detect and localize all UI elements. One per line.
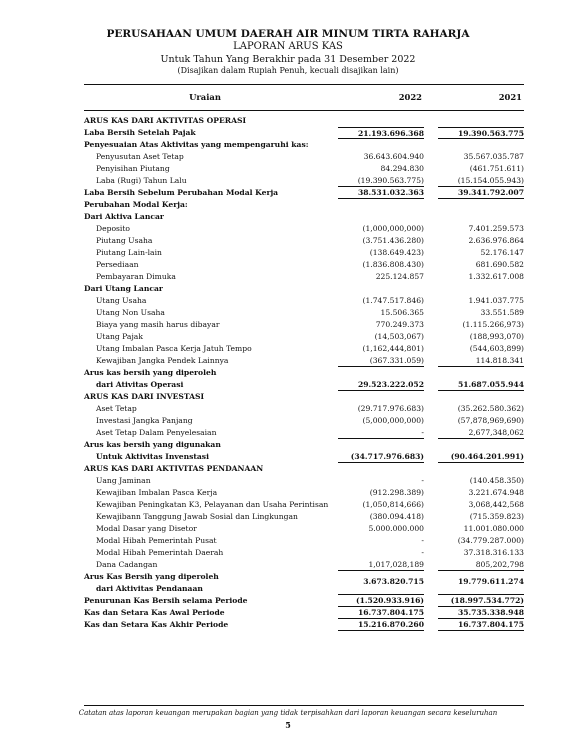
row-label: Penyusutan Aset Tetap [96,152,184,161]
column-header-uraian: Uraian [189,92,221,102]
row-label: Modal Dasar yang Disetor [96,524,197,533]
value-2022 [338,391,424,403]
row-label: Utang Usaha [96,296,147,305]
value-2022: (1,050,814,666) [362,500,424,509]
table-row [84,139,524,151]
row-label: Aset Tetap Dalam Penyelesaian [96,428,217,437]
value-2022: (5,000,000,000) [362,416,424,425]
value-2021: 19.390.563.775 [438,127,524,139]
row-label: Dari Aktiva Lancar [84,212,164,221]
value-2022: 38.531.032.363 [338,187,424,199]
value-2021: 1.941.037.775 [468,296,524,305]
table-row [84,127,524,139]
value-2022: (1.747.517.846) [362,296,424,305]
value-2022: (1,000,000,000) [362,224,424,233]
row-label: Penurunan Kas Bersih selama Periode [84,596,248,605]
value-2021: (18.997.534.772) [438,595,524,607]
footer-rule [84,705,524,706]
value-2022: (912.298.389) [369,488,424,497]
row-label: Deposito [96,224,130,233]
row-label: ARUS KAS DARI AKTIVITAS OPERASI [84,116,246,125]
value-2021: 39.341.792.007 [438,187,524,199]
value-2021: (90.464.201.991) [438,451,524,463]
row-label: Piutang Usaha [96,236,153,245]
value-2022: - [421,476,424,485]
value-2021 [438,211,524,223]
row-label: dari Ativitas Operasi [96,380,184,389]
table-row [84,607,524,619]
table-row [84,115,524,127]
value-2021 [438,283,524,295]
value-2022: (19.390.563.775) [338,175,424,187]
row-label: Kas dan Setara Kas Awal Periode [84,608,225,617]
value-2022: 15.216.870.260 [338,619,424,631]
table-row [84,163,524,175]
value-2022 [338,115,424,127]
value-2021: 681.690.582 [475,260,524,269]
row-label: Laba Bersih Sebelum Perubahan Modal Kerja [84,188,279,197]
row-label: Kewajiban Peningkatan K3, Pelayanan dan Usaha Perintisan [96,500,329,509]
table-row [84,427,524,439]
table-top-rule [84,84,524,85]
value-2022: 36.643.604.940 [363,152,424,161]
table-row [84,367,524,379]
table-row [84,247,524,259]
table-row [84,307,524,319]
value-2021: 52.176.147 [480,248,524,257]
table-row [84,331,524,343]
row-label: Piutang Lain-lain [96,248,162,257]
value-2021: 3.221.674.948 [468,488,524,497]
value-2022: 5.000.000.000 [368,524,424,533]
table-row [84,235,524,247]
value-2021 [438,139,524,151]
value-2021: 805,202,798 [438,559,524,571]
value-2022 [338,139,424,151]
value-2021: (34.779.287.000) [457,536,524,545]
value-2021: 2,677,348,062 [438,427,524,439]
value-2022 [338,199,424,211]
table-row [84,319,524,331]
row-label: Laba Bersih Setelah Pajak [84,128,196,137]
row-label: Modal Hibah Pemerintah Pusat [96,536,217,545]
value-2022 [338,211,424,223]
value-2021: (544,603,899) [469,344,524,353]
table-row [84,523,524,535]
table-row [84,547,524,559]
value-2022: 21.193.696.368 [338,127,424,139]
value-2021: 19.779.611.274 [457,577,524,586]
row-label: Pembayaran Dimuka [96,272,176,281]
table-row [84,475,524,487]
value-2022: (34.717.976.683) [338,451,424,463]
value-2021: 3,068,442,568 [468,500,524,509]
value-2022: (14,503,067) [374,332,424,341]
value-2021 [438,367,524,379]
value-2021: (57,878,969,690) [457,416,524,425]
value-2022: 84.294.830 [380,164,424,173]
row-label: Uang Jaminan [96,476,151,485]
row-label: Modal Hibah Pemerintah Daerah [96,548,224,557]
row-label: Dari Utang Lancar [84,284,163,293]
header-bottom-rule [84,110,524,111]
cash-flow-table [84,115,524,631]
value-2022: (1,162,444,801) [362,344,424,353]
value-2021: 37.318.316.133 [463,548,524,557]
table-row [84,403,524,415]
row-label: Penyisihan Piutang [96,164,170,173]
value-2021: (461.751.611) [469,164,524,173]
value-2021 [438,583,524,595]
value-2021: (1.115.266,973) [462,320,524,329]
row-label: Persediaan [96,260,139,269]
table-row [84,151,524,163]
row-label: Arus kas bersih yang digunakan [84,440,221,449]
value-2022: 3.673.820.715 [363,577,424,586]
row-label: Arus kas bersih yang diperoleh [84,368,217,377]
table-row [84,595,524,607]
value-2021 [438,199,524,211]
table-row [84,535,524,547]
table-row [84,487,524,499]
row-label: Utang Non Usaha [96,308,165,317]
footnote: Catatan atas laporan keuangan merupakan bagian yang tidak terpisahkan dari laporan keuangan secara keseluruhan [78,709,498,717]
table-row [84,343,524,355]
value-2021: 16.737.804.175 [438,619,524,631]
table-row [84,463,524,475]
value-2022 [338,439,424,451]
value-2021: 35.567.035.787 [463,152,524,161]
value-2021: 51.687.055.944 [438,379,524,391]
row-label: Biaya yang masih harus dibayar [96,320,220,329]
row-label: Penyesuaian Atas Aktivitas yang mempengaruhi kas: [84,140,309,149]
table-row [84,451,524,463]
table-row [84,415,524,427]
value-2022: 15.506.365 [380,308,424,317]
value-2022 [338,463,424,475]
value-2021 [438,391,524,403]
value-2021: 1.332.617.008 [468,272,524,281]
value-2022: (367.331.059) [338,355,424,367]
value-2021: (188,993,070) [469,332,524,341]
table-row [84,271,524,283]
value-2022: 16.737.804.175 [338,607,424,619]
row-label: ARUS KAS DARI AKTIVITAS PENDANAAN [84,464,264,473]
value-2022: (1.520.933.916) [338,595,424,607]
value-2022: (380.094.418) [369,512,424,521]
table-row [84,211,524,223]
value-2021: (15.154.055.943) [438,175,524,187]
value-2021 [438,115,524,127]
table-row [84,391,524,403]
table-row [84,355,524,367]
value-2022: - [338,427,424,439]
value-2022: 225.124.857 [375,272,424,281]
value-2021 [438,439,524,451]
row-label: dari Aktivitas Pendanaan [96,584,203,593]
row-label: Arus Kas Bersih yang diperoleh [84,572,219,581]
report-period: Untuk Tahun Yang Berakhir pada 31 Desember 2022 [160,54,416,65]
value-2022 [338,367,424,379]
table-row [84,283,524,295]
table-row [84,571,524,586]
page-number: 5 [285,720,291,730]
value-2021: 7.401.259.573 [468,224,524,233]
value-2022: (1.836.808.430) [362,260,424,269]
table-row [84,559,524,571]
value-2021: 2.636.976.864 [468,236,524,245]
value-2022: 29.523.222.052 [338,379,424,391]
table-row [84,511,524,523]
row-label: Kewajibann Tanggung Jawab Sosial dan Lingkungan [96,512,298,521]
value-2022: (138.649.423) [369,248,424,257]
value-2021: 11.001.080.000 [463,524,524,533]
table-row [84,259,524,271]
column-header-2022: 2022 [398,92,422,102]
row-label: Kas dan Setara Kas Akhir Periode [84,620,229,629]
table-row [84,175,524,187]
value-2022: - [421,548,424,557]
value-2021: 114.818.341 [438,355,524,367]
value-2022: - [421,536,424,545]
table-row [84,199,524,211]
row-label: Utang Imbalan Pasca Kerja Jatuh Tempo [96,344,252,353]
value-2022 [338,283,424,295]
table-row [84,379,524,391]
table-row [84,223,524,235]
row-label: Utang Pajak [96,332,143,341]
value-2022: (29.717.976.683) [357,404,424,413]
column-header-2021: 2021 [498,92,522,102]
table-row [84,187,524,199]
table-row [84,619,524,631]
value-2021: (35.262.580.362) [457,404,524,413]
value-2022: 1,017,028,189 [338,559,424,571]
row-label: Investasi Jangka Panjang [96,416,193,425]
value-2021 [438,463,524,475]
value-2022: 770.249.373 [375,320,424,329]
row-label: ARUS KAS DARI INVESTASI [84,392,205,401]
report-title: LAPORAN ARUS KAS [233,41,343,52]
row-label: Aset Tetap [96,404,137,413]
value-2021: (140.458.350) [469,476,524,485]
value-2021: 33.551.589 [480,308,524,317]
row-label: Kewajiban Jangka Pendek Lainnya [96,356,229,365]
company-name: PERUSAHAAN UMUM DAERAH AIR MINUM TIRTA RAHARJA [106,28,470,40]
report-currency-note: (Disajikan dalam Rupiah Penuh, kecuali disajikan lain) [177,66,399,75]
table-row [84,583,524,595]
value-2022 [338,583,424,595]
table-row [84,439,524,451]
value-2022: (3.751.436.280) [362,236,424,245]
row-label: Untuk Aktivitas Invenstasi [96,452,209,461]
row-label: Dana Cadangan [96,560,158,569]
row-label: Perubahan Modal Kerja: [84,200,188,209]
row-label: Kewajiban Imbalan Pasca Kerja [96,488,218,497]
row-label: Laba (Rugi) Tahun Lalu [96,176,187,185]
value-2021: 35.735.338.948 [438,607,524,619]
value-2021: (715.359.823) [469,512,524,521]
table-row [84,499,524,511]
table-row [84,295,524,307]
